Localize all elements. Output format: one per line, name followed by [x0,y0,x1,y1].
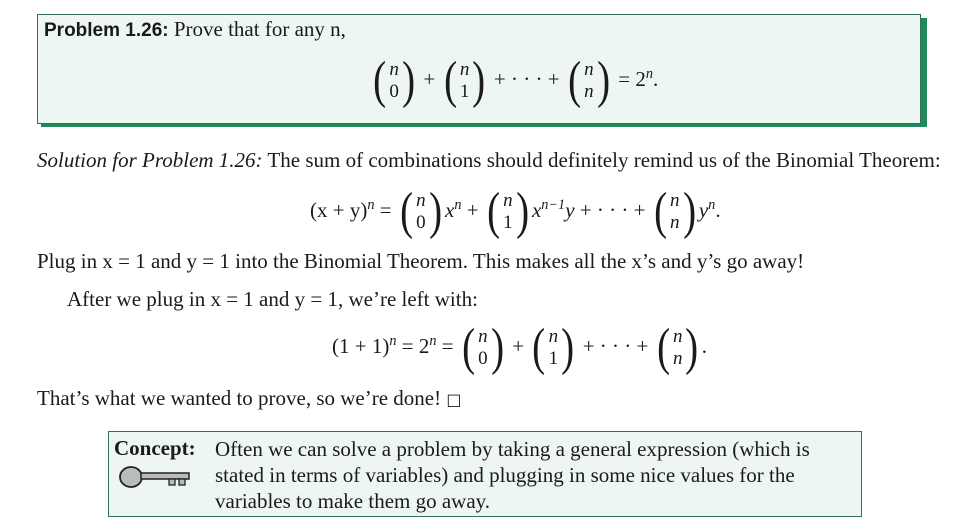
equation-rhs: = 2 [618,66,646,91]
binomial-lhs: (x + y) [310,197,368,222]
problem-box [37,14,921,124]
result-equation: $(1 + 1)^n = 2^n$ = ( n 0 ) + ( n 1 ) + · · · + ( n n ) . [332,319,708,376]
concept-label: Concept: [114,436,196,460]
conclusion-line [37,386,462,411]
problem-statement: Prove that for any n, [173,17,346,41]
concept-line-1: Often we can solve a problem by taking a general expression (which is [215,437,810,461]
binom-n-n: ( n n ) [656,319,699,376]
concept-line-2: stated in terms of variables) and plugging in some nice values for the [215,463,795,487]
binom-n-1: ( n 1 ) [443,52,486,109]
problem-equation: ( n 0 ) + ( n 1 ) + · · · + ( n n ) = $2^n$. [370,55,658,107]
result-lhs: (1 + 1) [332,333,390,358]
binom-n-0: ( n 0 ) [373,52,415,109]
concept-text [215,436,810,514]
concept-line-3: variables to make them go away. [215,489,491,513]
binom-n-n: ( n n ) [653,183,696,240]
plus-sign: + [423,66,436,91]
solution-label: Solution for Problem 1.26: [37,148,263,172]
binom-n-0: ( n 0 ) [399,183,442,240]
binom-n-0: ( n 0 ) [461,319,504,376]
plug-in-text: Plug in x = 1 and y = 1 into the Binomial Theorem. This makes all the x’s and y’s go away! [37,249,805,273]
ellipsis: + · · · + [493,66,560,91]
concept-box [108,431,862,517]
solution-intro: The sum of combinations should definitely remind us of the Binomial Theorem: [267,148,941,172]
after-plug-text: After we plug in x = 1 and y = 1, we’re left with: [67,287,478,311]
binomial-theorem-equation: $(x + y)^n$ = ( n 0 ) $x^n$ + ( n 1 ) $x^{n-1}y$ + · · · + ( n n ) $y^n$. [310,183,721,240]
binom-n-1: ( n 1 ) [486,183,529,240]
key-icon [117,464,193,490]
qed-symbol: □ [446,390,462,409]
binom-n-1: ( n 1 ) [532,319,575,376]
conclusion-text: That’s what we wanted to prove, so we’re done! [37,386,442,410]
solution-intro-line [37,148,941,173]
problem-label: Problem 1.26: [44,20,169,41]
problem-header [44,17,346,42]
binom-n-n: ( n n ) [567,52,610,109]
